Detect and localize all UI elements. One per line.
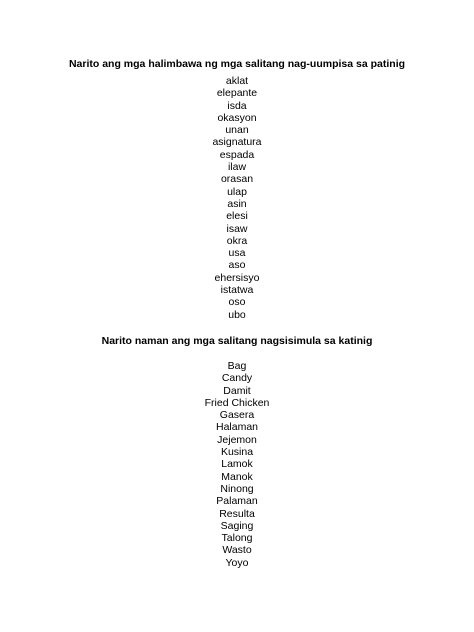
vowel-word-list: [0, 75, 474, 321]
vowel-word: oso: [228, 296, 246, 309]
vowel-word: isaw: [226, 222, 248, 235]
vowel-word: ehersisyo: [214, 271, 260, 284]
vowel-word: elepante: [216, 87, 258, 100]
consonant-word: Gasera: [219, 409, 255, 422]
consonant-word: Wasto: [222, 544, 252, 557]
consonant-word: Palaman: [216, 495, 258, 508]
vowel-word: ulap: [227, 185, 247, 198]
consonant-word: Halaman: [215, 421, 259, 434]
consonant-word: Resulta: [219, 507, 255, 520]
vowel-word: istatwa: [220, 284, 254, 297]
consonant-word: Talong: [221, 532, 253, 545]
vowel-word: asignatura: [212, 136, 262, 149]
vowel-word: ubo: [228, 308, 246, 321]
consonant-word: Bag: [227, 360, 247, 372]
vowel-word: ilaw: [227, 161, 247, 174]
vowel-word: aklat: [225, 75, 249, 87]
vowel-word: okasyon: [217, 111, 257, 124]
consonant-word: Manok: [221, 470, 253, 483]
vowel-word: isda: [227, 99, 247, 112]
vowel-word: aso: [228, 259, 246, 272]
consonant-word: Candy: [221, 372, 253, 385]
vowel-word: usa: [228, 247, 246, 260]
consonant-word-list: [0, 360, 474, 569]
consonant-word: Yoyo: [225, 556, 249, 569]
consonant-word: Ninong: [220, 482, 254, 495]
consonant-word: Fried Chicken: [204, 396, 270, 409]
section-heading-vowels: Narito ang mga halimbawa ng mga salitang nag-uumpisa sa patinig: [68, 58, 406, 70]
consonant-word: Kusina: [220, 446, 254, 459]
consonant-word: Jejemon: [217, 433, 257, 446]
vowel-word: orasan: [220, 173, 254, 186]
vowel-word: elesi: [226, 210, 248, 223]
vowel-word: unan: [225, 124, 249, 137]
section-heading-consonants: Narito naman ang mga salitang nagsisimula sa katinig: [101, 335, 373, 347]
consonant-word: Lamok: [221, 458, 253, 471]
consonant-word: Saging: [220, 519, 254, 532]
consonant-word: Damit: [223, 384, 251, 397]
vowel-word: espada: [219, 148, 255, 161]
vowel-word: asin: [227, 197, 247, 210]
vowel-word: okra: [226, 234, 248, 247]
